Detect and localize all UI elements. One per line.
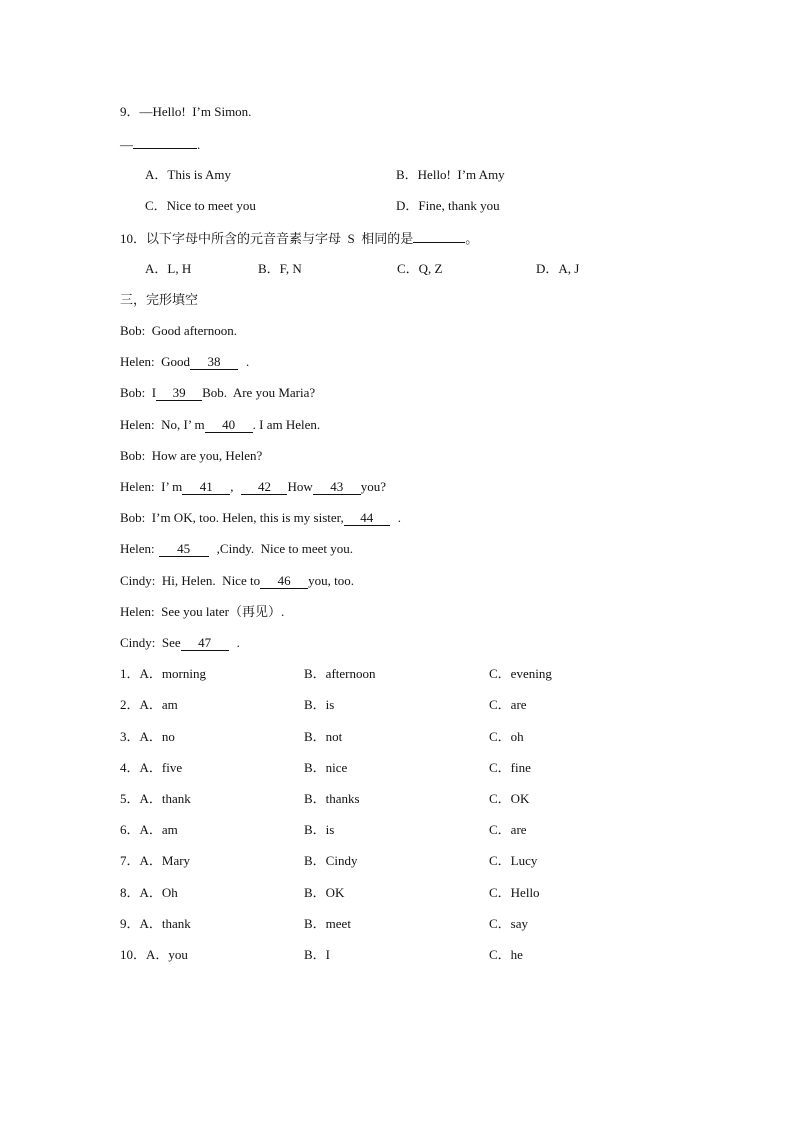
dialogue-line-7: [120, 510, 401, 526]
cloze-blank-42[interactable]: 42: [241, 480, 287, 495]
choice-9-c[interactable]: C．say: [489, 916, 529, 931]
cloze-blank-47[interactable]: 47: [181, 636, 229, 651]
choice-10-a[interactable]: 10．A．you: [120, 947, 188, 962]
choice-5-a[interactable]: 5．A．thank: [120, 791, 191, 806]
choice-10-b[interactable]: B．I: [304, 947, 331, 962]
choice-5-b[interactable]: B．thanks: [304, 791, 360, 806]
dialogue-text: Helen:: [120, 541, 155, 556]
choice-1-a[interactable]: 1．A．morning: [120, 666, 206, 681]
choice-4-a[interactable]: 4．A．five: [120, 760, 183, 775]
q10-answer-blank[interactable]: [413, 230, 465, 243]
dialogue-line-6: [120, 479, 386, 495]
choice-9-b[interactable]: B．meet: [304, 916, 351, 931]
q10-stem: 10．以下字母中所含的元音音素与字母 S 相同的是: [120, 231, 414, 246]
dialogue-line-11: [120, 635, 240, 651]
q9-end: .: [197, 137, 201, 152]
choice-10-c[interactable]: C．he: [489, 947, 523, 962]
choice-8-a[interactable]: 8．A．Oh: [120, 885, 178, 900]
dialogue-line-5: Bob: How are you, Helen?: [120, 448, 263, 463]
choice-3-b[interactable]: B．not: [304, 729, 343, 744]
choice-6-b[interactable]: B．is: [304, 822, 335, 837]
q9-stem: 9．—Hello! I’m Simon.: [120, 104, 252, 119]
choice-7-a[interactable]: 7．A．Mary: [120, 853, 191, 868]
choice-5-c[interactable]: C．OK: [489, 791, 530, 806]
q9-answer-blank[interactable]: [133, 136, 197, 149]
dialogue-line-1: Bob: Good afternoon.: [120, 323, 237, 338]
dialogue-line-9: [120, 573, 354, 589]
dialogue-text: .: [236, 635, 240, 650]
cloze-blank-43[interactable]: 43: [313, 480, 361, 495]
choice-2-c[interactable]: C．are: [489, 697, 527, 712]
dialogue-text: you?: [360, 479, 387, 494]
choice-8-b[interactable]: B．OK: [304, 885, 345, 900]
cloze-blank-41[interactable]: 41: [182, 480, 230, 495]
q9-option-b[interactable]: B．Hello! I’m Amy: [396, 167, 505, 182]
choice-4-b[interactable]: B．nice: [304, 760, 348, 775]
dialogue-text: Bob: I’m OK, too. Helen, this is my sister,: [120, 510, 344, 525]
choice-3-c[interactable]: C．oh: [489, 729, 524, 744]
dialogue-text: Helen: No, I’ m: [120, 417, 205, 432]
choice-7-b[interactable]: B．Cindy: [304, 853, 358, 868]
q10-option-d[interactable]: D．A, J: [536, 261, 580, 276]
cloze-blank-45[interactable]: 45: [159, 542, 209, 557]
choice-6-a[interactable]: 6．A．am: [120, 822, 178, 837]
q9-option-a[interactable]: A．This is Amy: [145, 167, 231, 182]
dialogue-text: ,Cindy. Nice to meet you.: [216, 541, 354, 556]
dialogue-line-8: [120, 541, 353, 557]
q9-dash: —: [120, 137, 133, 152]
dialogue-line-3: [120, 385, 315, 401]
dialogue-line-4: [120, 417, 320, 433]
q10-option-b[interactable]: B．F, N: [258, 261, 302, 276]
choice-8-c[interactable]: C．Hello: [489, 885, 540, 900]
dialogue-text: .: [246, 354, 250, 369]
dialogue-text: ,: [230, 479, 234, 494]
choice-2-a[interactable]: 2．A．am: [120, 697, 178, 712]
cloze-blank-44[interactable]: 44: [344, 511, 390, 526]
q10-stem-line: [120, 230, 478, 247]
choice-1-c[interactable]: C．evening: [489, 666, 552, 681]
choice-1-b[interactable]: B．afternoon: [304, 666, 376, 681]
cloze-blank-38[interactable]: 38: [190, 355, 238, 370]
choice-9-a[interactable]: 9．A．thank: [120, 916, 191, 931]
q9-option-d[interactable]: D．Fine, thank you: [396, 198, 500, 213]
choice-4-c[interactable]: C．fine: [489, 760, 531, 775]
cloze-blank-39[interactable]: 39: [156, 386, 202, 401]
q10-end: 。: [465, 231, 479, 246]
q10-option-c[interactable]: C．Q, Z: [397, 261, 443, 276]
dialogue-text: Bob: I: [120, 385, 157, 400]
choice-7-c[interactable]: C．Lucy: [489, 853, 538, 868]
q9-option-c[interactable]: C．Nice to meet you: [145, 198, 256, 213]
choice-3-a[interactable]: 3．A．no: [120, 729, 175, 744]
q10-option-a[interactable]: A．L, H: [145, 261, 192, 276]
q9-answer-line: [120, 136, 200, 153]
choice-2-b[interactable]: B．is: [304, 697, 335, 712]
dialogue-text: . I am Helen.: [252, 417, 321, 432]
dialogue-text: Helen: Good: [120, 354, 191, 369]
dialogue-text: .: [397, 510, 401, 525]
dialogue-text: How: [287, 479, 313, 494]
cloze-blank-40[interactable]: 40: [205, 418, 253, 433]
dialogue-text: Cindy: Hi, Helen. Nice to: [120, 573, 261, 588]
cloze-blank-46[interactable]: 46: [260, 574, 308, 589]
section-title: 三，完形填空: [120, 292, 199, 307]
dialogue-text: Cindy: See: [120, 635, 181, 650]
dialogue-text: Helen: I’ m: [120, 479, 183, 494]
dialogue-line-10: Helen: See you later（再见）.: [120, 604, 285, 619]
dialogue-line-2: [120, 354, 249, 370]
dialogue-text: Bob. Are you Maria?: [202, 385, 316, 400]
choice-6-c[interactable]: C．are: [489, 822, 527, 837]
dialogue-text: you, too.: [308, 573, 354, 588]
